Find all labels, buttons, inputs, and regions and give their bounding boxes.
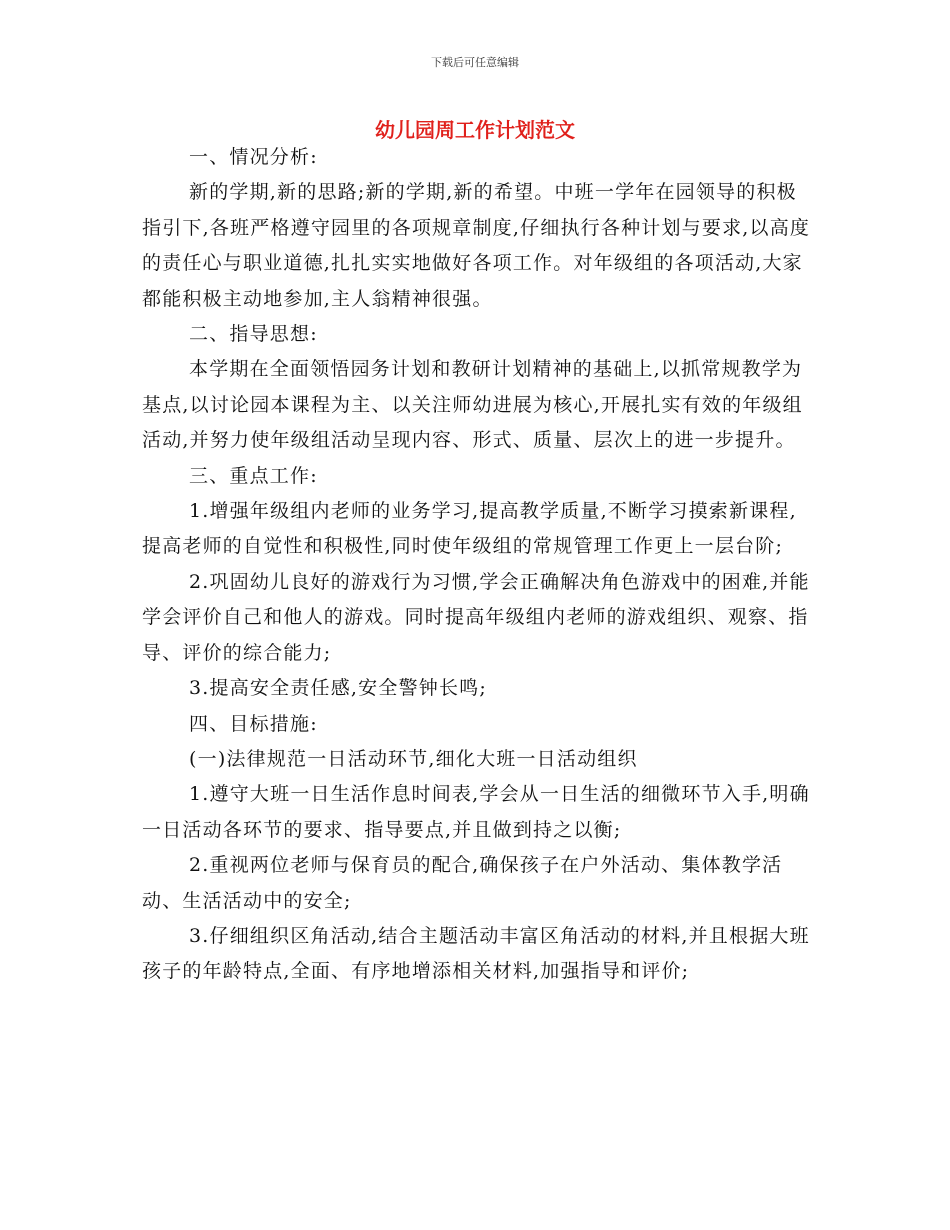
- section-heading-measures: 四、目标措施:: [189, 712, 318, 735]
- list-item-key-work-2: 2.巩固幼儿良好的游戏行为习惯,学会正确解决角色游戏中的困难,并能学会评价自己和他人的游戏。同时提高年级组内老师的游戏组织、观察、指导、评价的综合能力;: [142, 570, 810, 664]
- list-item-measures-1: 1.遵守大班一日生活作息时间表,学会从一日生活的细微环节入手,明确一日活动各环节的要求、指导要点,并且做到持之以衡;: [142, 783, 810, 841]
- section-heading-key-work: 三、重点工作:: [189, 464, 318, 487]
- list-item-key-work-1: 1.增强年级组内老师的业务学习,提高教学质量,不断学习摸索新课程,提高老师的自觉性和积极性,同时使年级组的常规管理工作更上一层台阶;: [142, 500, 797, 558]
- paragraph-guidance: 本学期在全面领悟园务计划和教研计划精神的基础上,以抓常规教学为基点,以讨论园本课程为主、以关注师幼进展为核心,开展扎实有效的年级组活动,并努力使年级组活动呈现内容、形式、质量、层次上的进一步提升。: [142, 358, 803, 452]
- section-heading-analysis: 一、情况分析:: [189, 146, 318, 168]
- header-note: 下载后可任意编辑: [431, 56, 519, 69]
- document-title: 幼儿园周工作计划范文: [375, 118, 575, 142]
- subsection-heading-daily-activities: (一)法律规范一日活动环节,细化大班一日活动组织: [189, 747, 638, 770]
- document-body: [142, 140, 812, 990]
- list-item-measures-2: 2.重视两位老师与保育员的配合,确保孩子在户外活动、集体教学活动、生活活动中的安全;: [142, 854, 783, 912]
- list-item-measures-3: 3.仔细组织区角活动,结合主题活动丰富区角活动的材料,并且根据大班孩子的年龄特点,全面、有序地增添相关材料,加强指导和评价;: [142, 924, 810, 983]
- list-item-key-work-3: 3.提高安全责任感,安全警钟长鸣;: [189, 677, 487, 700]
- section-heading-guidance: 二、指导思想:: [189, 323, 318, 346]
- paragraph-analysis: 新的学期,新的思路;新的学期,新的希望。中班一学年在园领导的积极指引下,各班严格遵守园里的各项规章制度,仔细执行各种计划与要求,以高度的责任心与职业道德,扎扎实实地做好各项工作。对年级组的各项活动,大家都能积极主动地参加,主人翁精神很强。: [142, 181, 811, 310]
